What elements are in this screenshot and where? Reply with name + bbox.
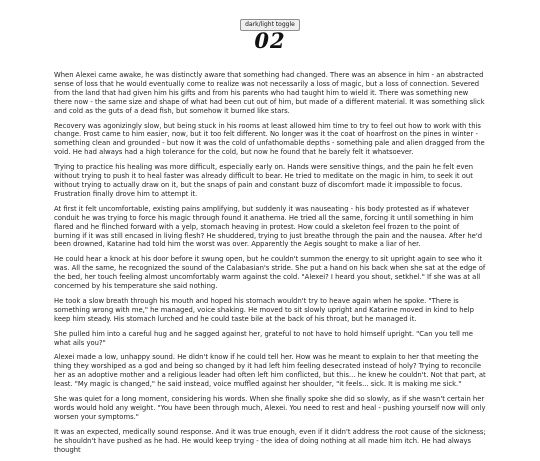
story-paragraph: He took a slow breath through his mouth and hoped his stomach wouldn't try to heave again when he spoke. "There is something wrong with me," he managed, voice shaking. He moved to sit slowly upright and Katarine moved in kind to help keep him steady. His stomach lurched and he could taste bile at the back of his throat, but he managed it. bbox=[54, 296, 474, 323]
story-paragraph: Trying to practice his healing was more difficult, especially early on. Hands were sensitive things, and the pain he felt even without trying to push it to heal faster was already difficult to bear. He tried to meditate on the magic in him, to seek it out without trying to actually draw on it, but the snaps of pain and constant buzz of discomfort made it impossible to focus. Frustration finally drove him to attempt it. bbox=[54, 163, 474, 198]
story-paragraph: He could hear a knock at his door before it swung open, but he couldn't summon the energy to sit upright again to see who it was. All the same, he recognized the sound of the Calabasian's stride. She put a hand on his back when she sat at the edge of the bed, her touch feeling almost uncomfortably warm against the cold. "Alexei? I heard you shout, setkhel." If she was at all concerned by his temperature she said nothing. bbox=[54, 255, 486, 291]
story-paragraph: It was an expected, medically sound response. And it was true enough, even if it didn't address the root cause of the sickness; he shouldn't have pushed as he had. He would keep trying - the idea of doing nothing at all made him itch. He had always thought bbox=[54, 427, 486, 454]
dark-light-toggle-button[interactable]: dark/light toggle bbox=[240, 19, 300, 31]
chapter-title: 02 bbox=[254, 28, 286, 53]
story-paragraph: When Alexei came awake, he was distinctly aware that something had changed. There was an absence in him - an abstracted sense of loss that he would eventually come to realize was not necessarily a loss of magic, but a loss of connection. Severed from the land that had given him his gifts and from his parents who had taught him to wield it. There was something new there now - the same size and shape of what had been cut out of him, but made of a different material. It was something slick and cold as the guts of a dead fish, but somehow it burned like stars. bbox=[54, 71, 485, 115]
story-paragraph: Recovery was agonizingly slow, but being stuck in his rooms at least allowed him time to try to feel out how to work with this change. Frost came to him easier, now, but it too felt different. No longer was it the coat of hoarfrost on the pines in winter - something clean and grounded - but now it was the cold of unfathomable depths - something pale and alien dragged from the void. He had always had a high tolerance for the cold, but now he found that he barely felt it whatsoever. bbox=[54, 121, 485, 157]
story-paragraph: She pulled him into a careful hug and he sagged against her, grateful to not have to hold himself upright. "Can you tell me what ails you?" bbox=[54, 329, 473, 347]
story-paragraph: At first it felt uncomfortable, existing pains amplifying, but suddenly it was nauseating - his body protested as if whatever conduit he was trying to force his magic through found it anathema. He tried all the same, forcing it until something in him flared and he flinched forward with a yelp, stomach heaving in protest. How could a skeleton feel frozen to the point of burning if it was still encased in living flesh? He shuddered, trying to just breathe through the pain and the nausea. After he'd been drowned, Katarine had told him the worst was over. Apparently the Aegis sought to make a liar of her. bbox=[54, 204, 483, 249]
story-paragraph: Alexei made a low, unhappy sound. He didn't know if he could tell her. How was he meant to explain to her that meeting the thing they worshiped as a god and being so changed by it had left him feeling desecrated instead of holy? Trying to reconcile her as an adoptive mother and a religious leader had often left him conflicted, but this... he knew he couldn't. Not that part, at least. "My magic is changed," he said instead, voice muffled against her shoulder, "it feels... sick. It is making me sick." bbox=[54, 353, 486, 389]
story-paragraph: She was quiet for a long moment, considering his words. When she finally spoke she did so slowly, as if she wasn't certain her words would hold any weight. "You have been through much, Alexei. You need to rest and heal - pushing yourself now will only worsen your symptoms." bbox=[54, 395, 486, 421]
story-body bbox=[54, 71, 486, 461]
